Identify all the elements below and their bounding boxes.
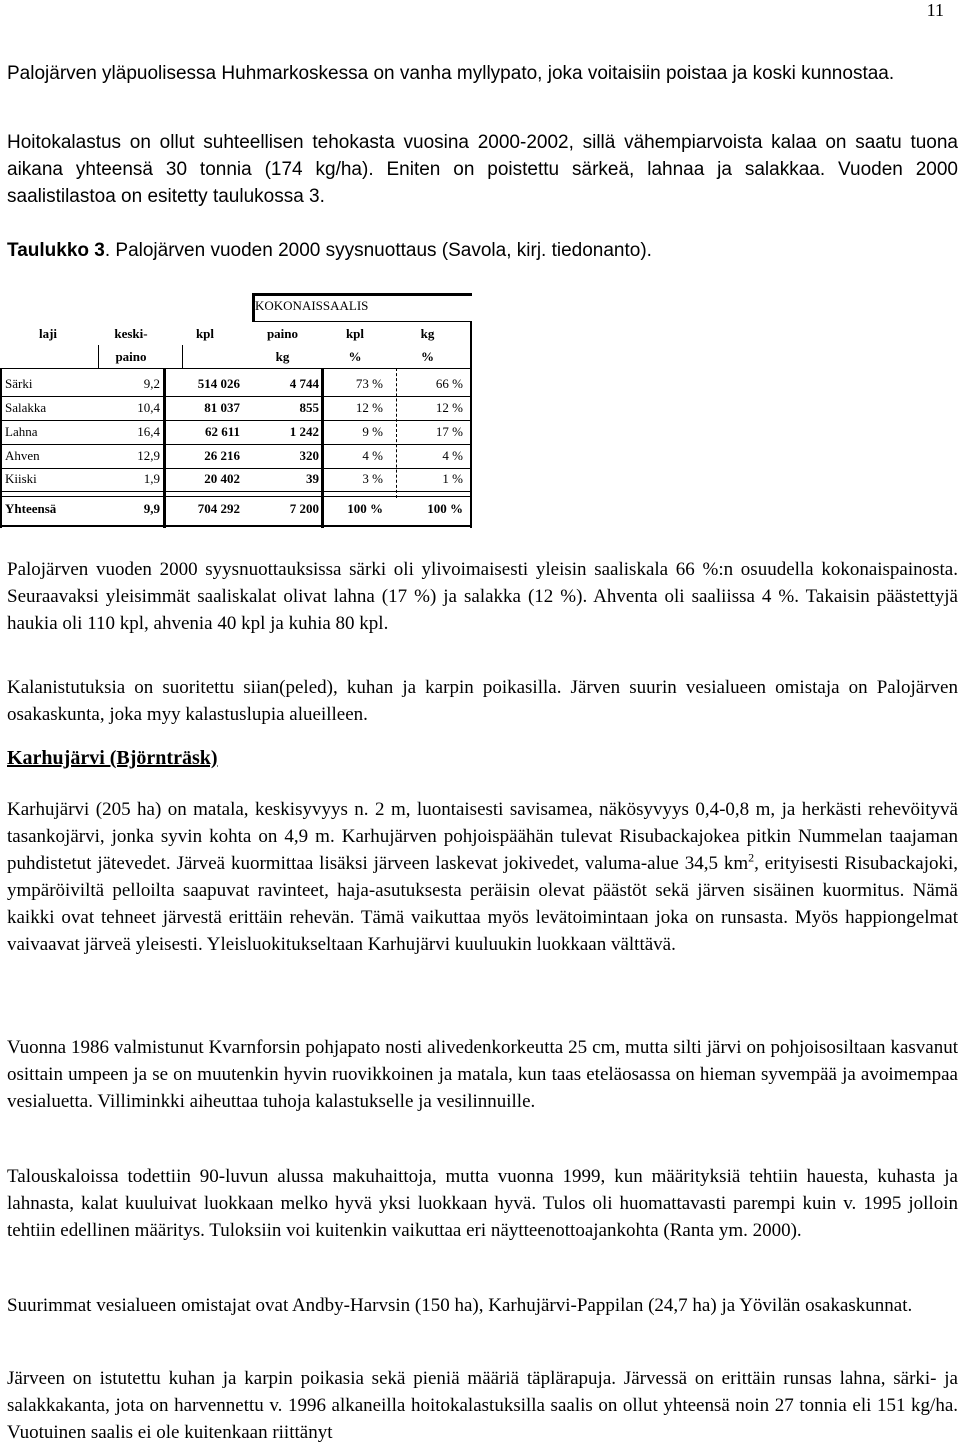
paragraph-omistajat: Suurimmat vesialueen omistajat ovat Andby-Harvsin (150 ha), Karhujärvi-Pappilan (24,7 ha) ja Yövilän osakaskunnat. — [7, 1295, 913, 1316]
paragraph-pohjapato: Vuonna 1986 valmistunut Kvarnforsin pohjapato nosti alivedenkorkeutta 25 cm, mutta silti järvi on pohjoisosiltaan kasvanut osittain umpeen ja se on muutenkin hyvin ruovikkoinen ja matala, kun taas eteläosassa on hieman syvempää ja avoimempaa vesialuetta. Villiminkki aiheuttaa tuhoja kalastukselle ja vesilinnuille. — [7, 1037, 958, 1112]
header-keskipaino-1: keski- — [114, 326, 148, 341]
group-header: KOKONAISSAALIS — [255, 298, 369, 313]
table-caption-label: Taulukko 3 — [7, 240, 105, 261]
header-keskipaino-2: paino — [115, 349, 147, 364]
catch-table: KOKONAISSAALIS laji keski- paino kpl paino kg kpl % kg % Särki 9,2 514 026 4 744 73 % 66 % Salakka 10,4 81 037 855 12 % 12 % Lahna 16,4 62 611 1 242 9 % 17 % Ahven 12,9 26 216 320 4 % 4 % Kiiski 1,9 20 402 39 3 % 1 % Yhteensä 9,9 704 292 7 200 100 % 100 % — [0, 290, 472, 525]
header-kpl: kpl — [195, 326, 215, 341]
table-caption-text: . Palojärven vuoden 2000 syysnuottaus (Savola, kirj. tiedonanto). — [104, 240, 652, 261]
paragraph-hoitokalastus: Hoitokalastus on ollut suhteellisen tehokasta vuosina 2000-2002, sillä vähempiarvoista kalaa on saatu tuona aikana yhteensä 30 tonnia (174 kg/ha). Eniten on poistettu särkeä, lahnaa ja salakkaa. Vuoden 2000 saalistilastoa on esitetty taulukossa 3. — [7, 132, 958, 207]
paragraph-karhujarvi: Karhujärvi (205 ha) on matala, keskisyvyys n. 2 m, luontaisesti savisamea, näkösyvyys 0,4-0,8 m, ja herkästi rehevöityvä tasankojärvi, jonka syvin kohta on 4,9 m. Karhujärven pohjoispäähän tulevat Risubackajokea pitkin Nummelan taajaman puhdistetut jätevedet. Järveä kuormittaa lisäksi järveen laskevat jokivedet, valuma-alue 34,5 $km^2$, erityisesti Risubackajoki, ympäröiviltä pelloilta saapuvat ravinteet, haja-asutuksesta peräisin olevat päästöt sekä järven sisäinen kuormitus. Nämä kaikki ovat tehneet järvestä erittäin rehevän. Tämä vaikuttaa myös levätoimintaan joka on runsasta. Myös happiongelmat vaivaavat järveä yleisesti. Yleisluokitukseltaan Karhujärvi kuuluukin luokkaan välttävä. — [7, 799, 959, 955]
paragraph-istutukset: Järveen on istutettu kuhan ja karpin poikasia sekä pieniä määriä täplärapuja. Järvessä on erittäin runsas lahna, särki- ja salakkakanta, jota on harvennettu v. 1996 alkaneilla hoitokalastuksilla saalis on ollut yhteensä noin 27 tonnia eli 151 kg/ha. Vuotuinen saalis ei ole kuitenkaan riittänyt — [7, 1368, 958, 1443]
header-paino-2: kg — [275, 349, 290, 364]
header-paino-1: paino — [266, 326, 299, 341]
header-kpl-pct-2: % — [348, 349, 362, 364]
table-caption — [7, 240, 652, 262]
paragraph-kalanistutukset: Kalanistutuksia on suoritettu siian(peled), kuhan ja karpin poikasilla. Järven suurin vesialueen omistaja on Palojärven osakaskunta, joka myy kalastuslupia alueilleen. — [7, 677, 958, 725]
header-laji: laji — [38, 326, 58, 341]
paragraph-syysnuottaus: Palojärven vuoden 2000 syysnuottauksissa särki oli ylivoimaisesti yleisin saaliskala 66 %:n osuudella kokonaispainosta. Seuraavaksi yleisimmät saaliskalat olivat lahna (17 %) ja salakka (12 %). Ahventa oli saaliissa 4 %. Takaisin päästettyjä haukia oli 110 kpl, ahvenia 40 kpl ja kuhia 80 kpl. — [7, 559, 958, 634]
header-kg-pct-1: kg — [420, 326, 435, 341]
paragraph-mylly: Palojärven yläpuolisessa Huhmarkoskessa on vanha myllypato, joka voitaisiin poistaa ja koski kunnostaa. — [7, 63, 895, 84]
page-number: 11 — [926, 0, 944, 20]
header-kpl-pct-1: kpl — [345, 326, 365, 341]
header-kg-pct-2: % — [421, 349, 434, 364]
section-heading: Karhujärvi (Björnträsk) — [7, 747, 218, 769]
paragraph-talouskalat: Talouskaloissa todettiin 90-luvun alussa makuhaittoja, mutta vuonna 1999, kun määrityksiä tehtiin hauesta, kuhasta ja lahnasta, kalat kuuluivat luokkaan melko hyvä yksi luokkaan hyvä. Tulos oli huomattavasti parempi kuin v. 1995 jolloin tehtiin edellinen määritys. Tuloksiin voi kuitenkin vaikuttaa eri näytteenottoajankohta (Ranta ym. 2000). — [7, 1166, 958, 1241]
